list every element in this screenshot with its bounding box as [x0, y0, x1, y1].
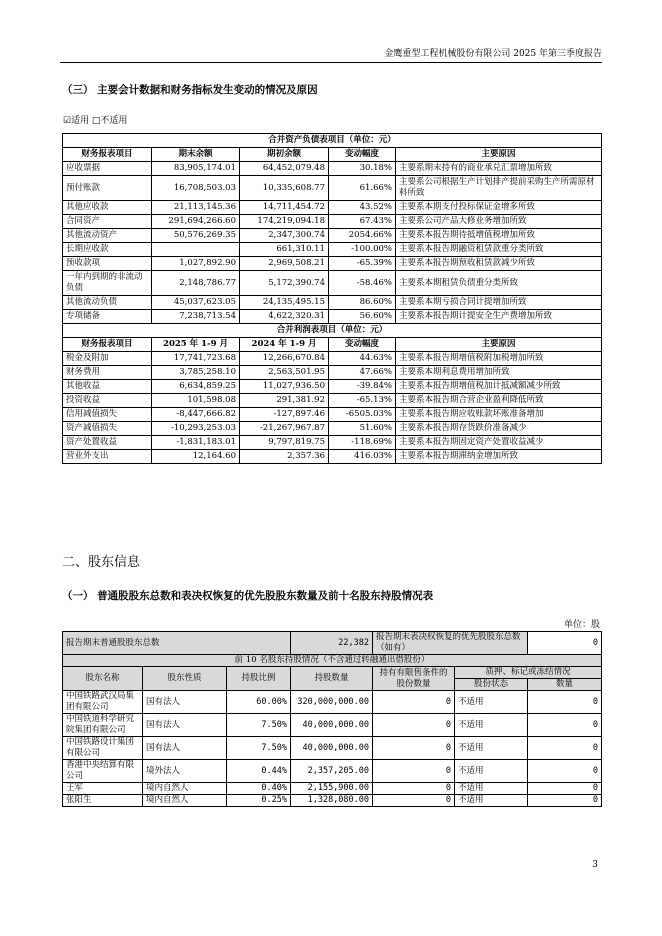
- item-name: 一年内到期的非流动负债: [63, 271, 152, 296]
- income-title-row: [63, 324, 602, 338]
- table-row: [63, 257, 602, 271]
- column-header: 持股比例: [227, 667, 291, 691]
- shareholder-name: 中国铁路设计集团有限公司: [63, 737, 143, 760]
- change-reason: 主要系本报告期增值税加计抵减额减少所致: [396, 380, 602, 394]
- holding-quantity: 40,000,000.00: [291, 714, 373, 737]
- column-header: 主要原因: [396, 338, 602, 352]
- change-rate: 30.18%: [329, 162, 396, 176]
- change-reason: 主要系本报告期应收账款坏账准备增加: [396, 408, 602, 422]
- change-reason: 主要系本报告期固定资产处置收益减少: [396, 436, 602, 450]
- change-reason: 主要系本报告期增值税附加税增加所致: [396, 352, 602, 366]
- change-reason: 主要系本报告期滞纳金增加所致: [396, 450, 602, 464]
- prior-value: 24,135,495.15: [240, 296, 329, 310]
- holding-ratio: 0.44%: [227, 760, 291, 783]
- current-value: 101,598.08: [152, 394, 240, 408]
- change-reason: 主要系本报告期合营企业盈利降低所致: [396, 394, 602, 408]
- column-header: 2025 年 1-9 月: [152, 338, 240, 352]
- item-name: 其他流动负债: [63, 296, 152, 310]
- change-rate: 67.43%: [329, 215, 396, 229]
- change-reason: 主要系本报告期融资租赁款重分类所致: [396, 243, 602, 257]
- change-reason: 主要系公司根据生产计划排产提前采购生产所需原材料所致: [396, 176, 602, 201]
- table-row: [63, 380, 602, 394]
- change-rate: 61.66%: [329, 176, 396, 201]
- total-holders-value: 22,382: [291, 632, 373, 655]
- change-reason: 主要系公司产品大修业务增加所致: [396, 215, 602, 229]
- shareholder-name: 张阳生: [63, 795, 143, 807]
- shareholder-name: 香港中央结算有限公司: [63, 760, 143, 783]
- item-name: 资产处置收益: [63, 436, 152, 450]
- table-row: [63, 201, 602, 215]
- item-name: 信用减值损失: [63, 408, 152, 422]
- table-row: [63, 243, 602, 257]
- change-rate: -65.39%: [329, 257, 396, 271]
- change-rate: 2054.66%: [329, 229, 396, 243]
- change-rate: -58.46%: [329, 271, 396, 296]
- column-header: 股份状态: [455, 679, 528, 691]
- holding-ratio: 60.00%: [227, 691, 291, 714]
- pledge-count: 0: [528, 737, 602, 760]
- top10-title: 前 10 名股东持股情况（不含通过转融通出借股份）: [63, 655, 602, 667]
- holding-ratio: 0.40%: [227, 783, 291, 795]
- holding-ratio: 7.50%: [227, 714, 291, 737]
- restricted-shares: 0: [373, 795, 455, 807]
- prior-value: 291,381.92: [240, 394, 329, 408]
- prior-value: 2,563,501.95: [240, 366, 329, 380]
- balance-header-row: [63, 148, 602, 162]
- table-row: [63, 271, 602, 296]
- holding-ratio: 0.25%: [227, 795, 291, 807]
- change-rate: 416.03%: [329, 450, 396, 464]
- table-row: [63, 394, 602, 408]
- shareholder-nature: 国有法人: [143, 737, 227, 760]
- shareholder-section-title: 二、股东信息: [62, 555, 141, 570]
- table-row: [63, 737, 602, 760]
- restricted-shares: 0: [373, 760, 455, 783]
- report-header: 金鹰重型工程机械股份有限公司 2025 年第三季度报告: [384, 49, 602, 59]
- shareholder-subsection-title: （一） 普通股股东总数和表决权恢复的优先股股东数量及前十名股东持股情况表: [62, 590, 434, 602]
- change-reason: 主要系本报告期待抵增值税增加所致: [396, 229, 602, 243]
- prior-value: 11,027,936.50: [240, 380, 329, 394]
- holding-quantity: 2,357,205.00: [291, 760, 373, 783]
- holding-quantity: 2,155,900.00: [291, 783, 373, 795]
- prior-value: 2,357.36: [240, 450, 329, 464]
- change-rate: -6505.03%: [329, 408, 396, 422]
- financial-changes-table: [62, 133, 602, 464]
- table-row: [63, 436, 602, 450]
- table-row: [63, 422, 602, 436]
- current-value: 12,164.60: [152, 450, 240, 464]
- prior-value: 9,797,819.75: [240, 436, 329, 450]
- item-name: 投资收益: [63, 394, 152, 408]
- table-row: [63, 795, 602, 807]
- item-name: 财务费用: [63, 366, 152, 380]
- pledge-count: 0: [528, 691, 602, 714]
- change-reason: 主要系本报告期存货跌价准备减少: [396, 422, 602, 436]
- table-row: [63, 296, 602, 310]
- item-name: 应收票据: [63, 162, 152, 176]
- restricted-shares: 0: [373, 737, 455, 760]
- prior-value: -21,267,967.87: [240, 422, 329, 436]
- table-row: [63, 176, 602, 201]
- prior-value: 14,711,454.72: [240, 201, 329, 215]
- prior-value: 64,452,079.48: [240, 162, 329, 176]
- current-value: 1,027,892.90: [152, 257, 240, 271]
- column-header: 期初余额: [240, 148, 329, 162]
- table-row: [63, 450, 602, 464]
- column-header: 期末余额: [152, 148, 240, 162]
- column-header: 主要原因: [396, 148, 602, 162]
- shareholder-nature: 国有法人: [143, 714, 227, 737]
- current-value: -1,831,183.01: [152, 436, 240, 450]
- change-reason: 主要系本期租赁负债重分类所致: [396, 271, 602, 296]
- current-value: 3,785,258.10: [152, 366, 240, 380]
- column-header: 变动幅度: [329, 338, 396, 352]
- column-header: 变动幅度: [329, 148, 396, 162]
- unit-label: 单位：股: [563, 620, 600, 630]
- change-reason: 主要系本期亏损合同计提增加所致: [396, 296, 602, 310]
- change-rate: -65.13%: [329, 394, 396, 408]
- restricted-shares: 0: [373, 783, 455, 795]
- current-value: 7,238,713.54: [152, 310, 240, 324]
- item-name: 其他应收款: [63, 201, 152, 215]
- balance-table-title: 合并资产负债表项目（单位：元）: [63, 134, 602, 148]
- column-header: 2024 年 1-9 月: [240, 338, 329, 352]
- current-value: -10,293,253.03: [152, 422, 240, 436]
- table-row: [63, 352, 602, 366]
- item-name: 资产减值损失: [63, 422, 152, 436]
- holding-quantity: 320,000,000.00: [291, 691, 373, 714]
- holding-ratio: 7.50%: [227, 737, 291, 760]
- shareholder-name: 王军: [63, 783, 143, 795]
- shareholder-nature: 境内自然人: [143, 795, 227, 807]
- current-value: 50,576,269.35: [152, 229, 240, 243]
- current-value: 83,905,174.01: [152, 162, 240, 176]
- change-rate: -100.00%: [329, 243, 396, 257]
- restricted-shares: 0: [373, 714, 455, 737]
- current-value: 16,708,503.03: [152, 176, 240, 201]
- shareholder-nature: 境内自然人: [143, 783, 227, 795]
- current-value: -8,447,666.82: [152, 408, 240, 422]
- current-value: 291,694,266.60: [152, 215, 240, 229]
- pledge-count: 0: [528, 783, 602, 795]
- section3-title: （三） 主要会计数据和财务指标发生变动的情况及原因: [62, 84, 318, 96]
- change-rate: -39.84%: [329, 380, 396, 394]
- column-header: 股东性质: [143, 667, 227, 691]
- change-rate: 56.60%: [329, 310, 396, 324]
- prior-value: -127,897.46: [240, 408, 329, 422]
- shareholder-table: [62, 631, 602, 807]
- current-value: 17,741,723.68: [152, 352, 240, 366]
- change-reason: 主要系本报告期预收租赁款减少所致: [396, 257, 602, 271]
- item-name: 预收款项: [63, 257, 152, 271]
- item-name: 其他流动资产: [63, 229, 152, 243]
- shareholder-nature: 境外法人: [143, 760, 227, 783]
- pledge-count: 0: [528, 714, 602, 737]
- prior-value: 661,310.11: [240, 243, 329, 257]
- shareholder-nature: 国有法人: [143, 691, 227, 714]
- prior-value: 12,266,670.84: [240, 352, 329, 366]
- prior-value: 5,172,390.74: [240, 271, 329, 296]
- pledge-status: 不适用: [455, 691, 528, 714]
- pledge-count: 0: [528, 760, 602, 783]
- change-rate: 44.63%: [329, 352, 396, 366]
- preferred-holders-value: 0: [528, 632, 602, 655]
- income-table-title: 合并利润表项目（单位：元）: [63, 324, 602, 338]
- change-rate: 43.52%: [329, 201, 396, 215]
- change-rate: 47.66%: [329, 366, 396, 380]
- item-name: 长期应收款: [63, 243, 152, 257]
- table-row: [63, 162, 602, 176]
- table-row: [63, 714, 602, 737]
- change-rate: 51.60%: [329, 422, 396, 436]
- column-header: 持有有限售条件的股份数量: [373, 667, 455, 691]
- table-row: [63, 760, 602, 783]
- shareholder-header-row: [63, 667, 602, 679]
- holding-quantity: 1,328,080.00: [291, 795, 373, 807]
- totals-row: [63, 632, 602, 655]
- table-row: [63, 408, 602, 422]
- header-divider: [60, 62, 602, 63]
- change-rate: -118.69%: [329, 436, 396, 450]
- item-name: 税金及附加: [63, 352, 152, 366]
- item-name: 预付账款: [63, 176, 152, 201]
- table-row: [63, 229, 602, 243]
- table-row: [63, 691, 602, 714]
- shareholder-name: 中国铁路武汉局集团有限公司: [63, 691, 143, 714]
- current-value: 6,634,859.25: [152, 380, 240, 394]
- holding-quantity: 40,000,000.00: [291, 737, 373, 760]
- item-name: 其他收益: [63, 380, 152, 394]
- current-value: 45,037,623.05: [152, 296, 240, 310]
- column-header: 财务报表项目: [63, 148, 152, 162]
- prior-value: 2,347,300.74: [240, 229, 329, 243]
- change-reason: 主要系期末持有的商业承兑汇票增加所致: [396, 162, 602, 176]
- pledge-status: 不适用: [455, 795, 528, 807]
- table-row: [63, 366, 602, 380]
- change-reason: 主要系本报告期计提安全生产费增加所致: [396, 310, 602, 324]
- income-header-row: [63, 338, 602, 352]
- prior-value: 2,969,508.21: [240, 257, 329, 271]
- column-header: 数量: [528, 679, 602, 691]
- column-header: 财务报表项目: [63, 338, 152, 352]
- pledge-status: 不适用: [455, 714, 528, 737]
- restricted-shares: 0: [373, 691, 455, 714]
- preferred-holders-label: 报告期末表决权恢复的优先股股东总数（如有）: [373, 632, 528, 655]
- table-row: [63, 783, 602, 795]
- current-value: 21,113,145.36: [152, 201, 240, 215]
- pledge-status: 不适用: [455, 760, 528, 783]
- prior-value: 4,622,320.31: [240, 310, 329, 324]
- applicability-checkbox: ☑适用 □不适用: [63, 116, 128, 126]
- change-rate: 86.60%: [329, 296, 396, 310]
- prior-value: 10,335,608.77: [240, 176, 329, 201]
- top10-title-row: [63, 655, 602, 667]
- pledge-status: 不适用: [455, 783, 528, 795]
- item-name: 合同资产: [63, 215, 152, 229]
- table-row: [63, 215, 602, 229]
- shareholder-name: 中国铁道科学研究院集团有限公司: [63, 714, 143, 737]
- prior-value: 174,219,094.18: [240, 215, 329, 229]
- pledge-count: 0: [528, 795, 602, 807]
- balance-title-row: [63, 134, 602, 148]
- change-reason: 主要系本期利息费用增加所致: [396, 366, 602, 380]
- page-number: 3: [592, 860, 598, 870]
- column-header: 持股数量: [291, 667, 373, 691]
- current-value: 2,148,786.77: [152, 271, 240, 296]
- pledge-status: 不适用: [455, 737, 528, 760]
- item-name: 营业外支出: [63, 450, 152, 464]
- column-header: 质押、标记或冻结情况: [455, 667, 602, 679]
- total-holders-label: 报告期末普通股股东总数: [63, 632, 291, 655]
- table-row: [63, 310, 602, 324]
- change-reason: 主要系本期支付投标保证金增多所致: [396, 201, 602, 215]
- column-header: 股东名称: [63, 667, 143, 691]
- current-value: [152, 243, 240, 257]
- item-name: 专项储备: [63, 310, 152, 324]
